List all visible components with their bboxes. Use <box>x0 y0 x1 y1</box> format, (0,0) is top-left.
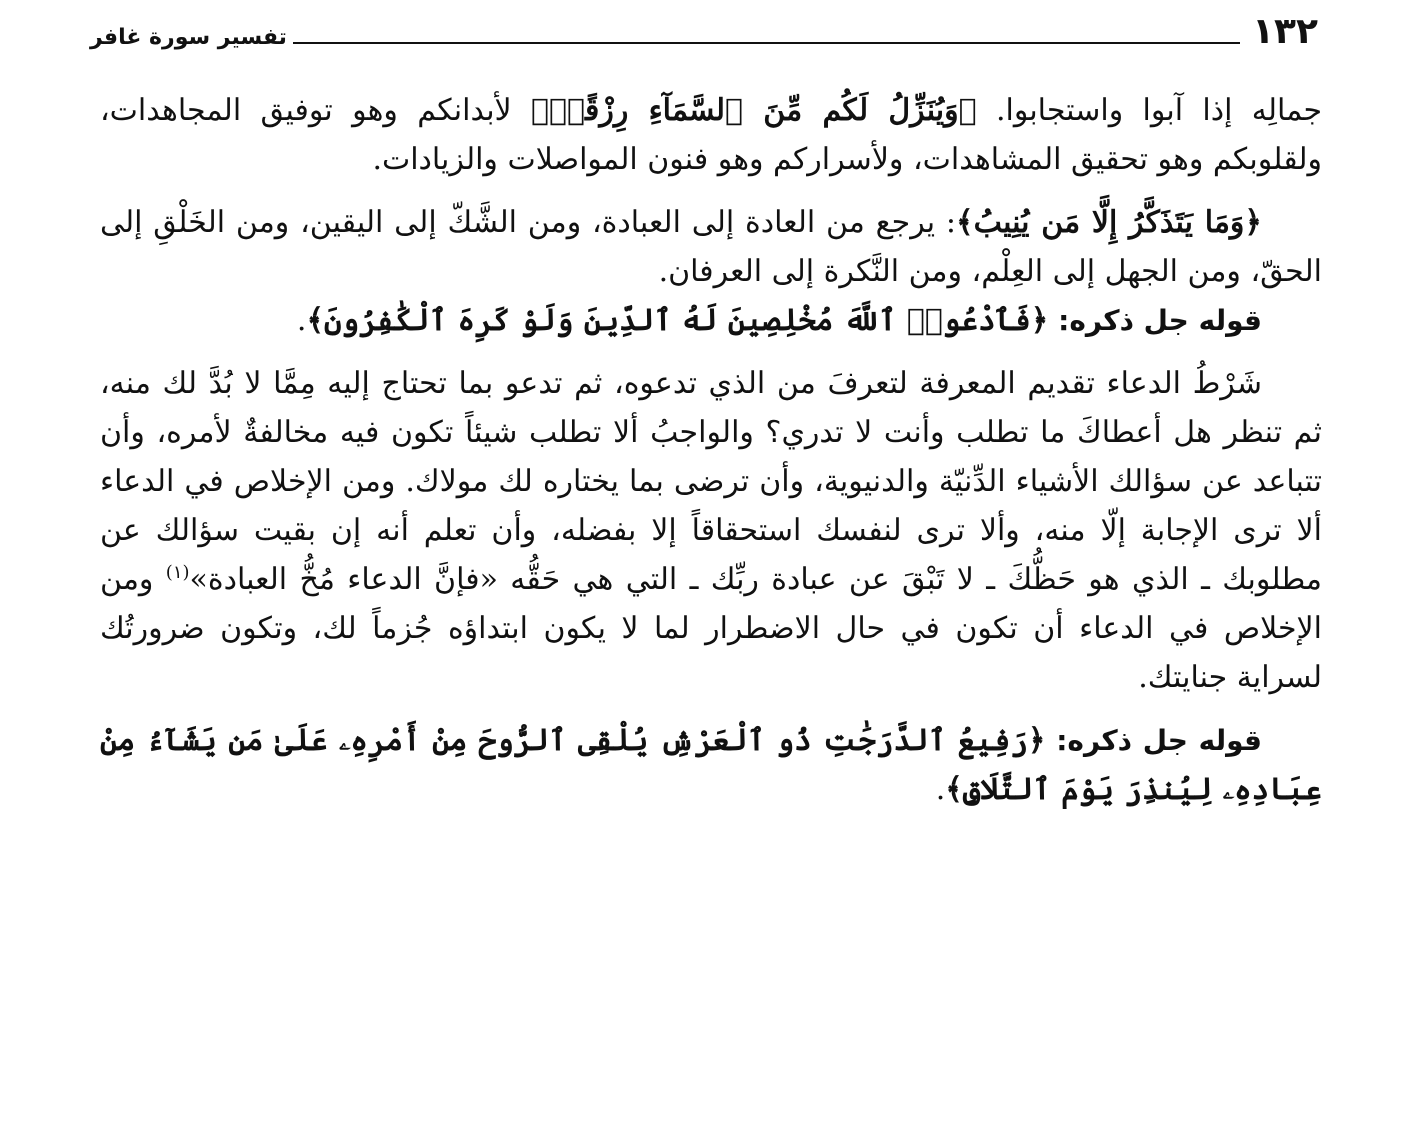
quran-verse: ﴿فَٱدْعُوا۟ ٱللَّهَ مُخْلِصِينَ لَهُ ٱلدِّينَ وَلَوْ كَرِهَ ٱلْكَٰفِرُونَ﴾ <box>306 303 1049 338</box>
paragraph-2 <box>100 198 1322 296</box>
page-number: ١٣٢ <box>1252 11 1318 52</box>
section-lead: قوله جل ذكره: <box>1048 304 1262 337</box>
paragraph-1 <box>100 86 1322 184</box>
paragraph-1-text: لأبدانكم وهو توفيق المجاهدات، ولقلوبكم وهو تحقيق المشاهدات، ولأسراركم وهو فنون المواصلات والزيادات. <box>100 93 1322 177</box>
paragraph-2-text: : يرجع من العادة إلى العبادة، ومن الشَّكّ إلى اليقين، ومن الخَلْقِ إلى الحقّ، ومن الجهل إلى العِلْم، ومن النَّكرة إلى العرفان. <box>100 205 1322 289</box>
running-title: تفسير سورة غافر <box>90 25 287 50</box>
quran-verse: ﴿وَيُنَزِّلُ لَكُم مِّنَ ٱلسَّمَآءِ رِزْقًاۚ﴾ <box>531 93 977 128</box>
paragraph-4 <box>100 359 1322 702</box>
paragraph-4-text-a: شَرْطُ الدعاء تقديم المعرفة لتعرفَ من الذي تدعوه، ثم تدعو بما تحتاج إليه مِمَّا لا بُدَّ لك منه، ثم تنظر هل أعطاكَ ما تطلب وأنت لا تدري؟ والواجبُ ألا تطلب شيئاً تكون فيه مخالفةٌ لأمره، وأن تتباعد عن سؤالك الأشياء الدِّنيّة والدنيوية، وأن ترضى بما يختاره لك مولاك. ومن الإخلاص في الدعاء ألا ترى الإجابة إلّا منه، وألا ترى لنفسك استحقاقاً إلا بفضله، وأن تعلم أنه إن بقيت سؤالك عن مطلوبك ـ الذي هو حَظُّكَ ـ لا تَبْقَ عن عبادة ربِّك ـ التي هي حَقُّه «فإنَّ الدعاء مُخُّ العبادة» <box>100 366 1322 597</box>
paragraph-5-end: . <box>935 772 946 807</box>
quran-verse: ﴿رَفِيعُ ٱلدَّرَجَٰتِ ذُو ٱلْعَرْشِ يُلْقِى ٱلرُّوحَ مِنْ أَمْرِهِۦ عَلَىٰ مَن يَشَآءُ مِنْ عِبَادِهِۦ لِيُنذِرَ يَوْمَ ٱلتَّلَاقِ﴾ <box>100 723 1322 807</box>
paragraph-3 <box>100 296 1322 345</box>
paragraph-5 <box>100 716 1322 814</box>
page-body <box>100 86 1322 814</box>
paragraph-4-text-b: ومن الإخلاص في الدعاء أن تكون في حال الاضطرار لما لا يكون ابتداؤه جُزماً لك، وتكون ضرورتُك لسراية جنايتك. <box>100 562 1322 695</box>
paragraph-3-end: . <box>296 303 307 338</box>
page-header <box>90 8 1318 52</box>
paragraph-1-intro: جمالِه إذا آبوا واستجابوا. <box>976 93 1323 128</box>
section-lead: قوله جل ذكره: <box>1045 724 1262 757</box>
quran-verse: ﴿وَمَا يَتَذَكَّرُ إِلَّا مَن يُنِيبُ﴾ <box>956 205 1262 240</box>
footnote-reference: (١) <box>165 562 190 583</box>
header-rule <box>293 42 1240 44</box>
